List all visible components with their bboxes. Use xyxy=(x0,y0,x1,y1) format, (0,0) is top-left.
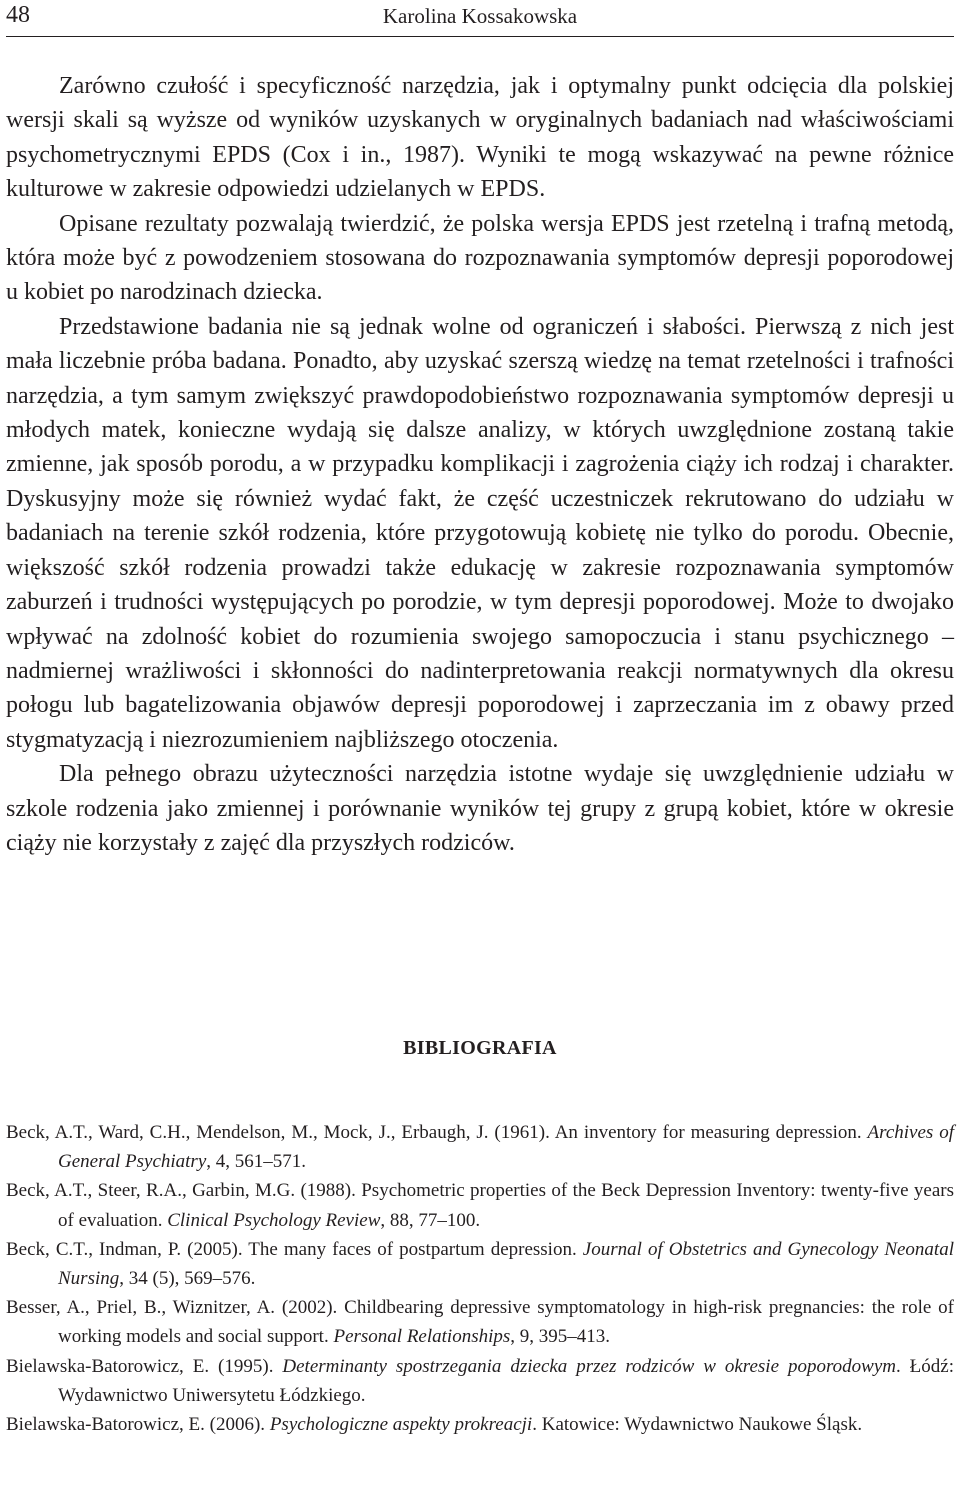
paragraph-4: Dla pełnego obrazu użyteczności narzędzia istotne wydaje się uwzględnienie udziału w szkole rodzenia jako zmiennej i porównanie wyników tej grupy z grupą kobiet, które w okresie ciąży nie korzystały z zajęć dla przyszłych rodziców. xyxy=(6,761,954,856)
reference-item: Beck, A.T., Steer, R.A., Garbin, M.G. (1988). Psychometric properties of the Beck Depression Inventory: twenty-five years of evaluation. Clinical Psychology Review, 88, 77–100. xyxy=(6,1180,954,1231)
reference-list xyxy=(6,1118,954,1439)
paragraph-2: Opisane rezultaty pozwalają twierdzić, że polska wersja EPDS jest rzetelną i trafną metodą, która może być z powodzeniem stosowana do rozpoznawania symptomów depresji poporodowej u kobiet po narodzinach dziecka. xyxy=(6,210,954,306)
reference-item: Besser, A., Priel, B., Wiznitzer, A. (2002). Childbearing depressive symptomatology in high-risk pregnancies: the role of working models and social support. Personal Relationships, 9, 395–413. xyxy=(6,1297,954,1348)
body-text xyxy=(6,69,954,860)
page-header xyxy=(6,0,954,37)
reference-item: Beck, A.T., Ward, C.H., Mendelson, M., Mock, J., Erbaugh, J. (1961). An inventory for measuring depression. Archives of General Psychiatry, 4, 561–571. xyxy=(6,1122,954,1173)
bibliography-heading: BIBLIOGRAFIA xyxy=(403,1037,557,1059)
paragraph-1: Zarówno czułość i specyficzność narzędzia, jak i optymalny punkt odcięcia dla polskiej wersji skali są wyższe od wyników uzyskanych w oryginalnych badaniach nad właściwościami psychometrycznymi EPDS (Cox i in., 1987). Wyniki te mogą wskazywać na pewne różnice kulturowe w zakresie odpowiedzi udzielanych w EPDS. xyxy=(6,73,954,203)
reference-item: Bielawska-Batorowicz, E. (1995). Determinanty spostrzegania dziecka przez rodziców w okresie poporodowym. Łódź: Wydawnictwo Uniwersytetu Łódzkiego. xyxy=(6,1355,954,1406)
running-head: Karolina Kossakowska xyxy=(382,4,578,28)
reference-item: Bielawska-Batorowicz, E. (2006). Psychologiczne aspekty prokreacji. Katowice: Wydawnictwo Naukowe Śląsk. xyxy=(6,1414,863,1436)
page-number: 48 xyxy=(6,2,30,28)
reference-item: Beck, C.T., Indman, P. (2005). The many faces of postpartum depression. Journal of Obstetrics and Gynecology Neonatal Nursing, 34 (5), 569–576. xyxy=(6,1238,954,1290)
paragraph-3: Przedstawione badania nie są jednak wolne od ograniczeń i słabości. Pierwszą z nich jest mała liczebnie próba badana. Ponadto, aby uzyskać szerszą wiedzę na temat rzetelności i trafności narzędzia, a tym samym zwiększyć prawdopodobieństwo rozpoznawania symptomów depresji u młodych matek, konieczne wydają się dalsze analizy, w których uwzględnione zostaną takie zmienne, jak sposób porodu, a w przypadku komplikacji i zagrożenia ciąży ich rodzaj i charakter. Dyskusyjny może się również wydać fakt, że część uczestniczek rekrutowano do udziału w badaniach na terenie szkół rodzenia, które przygotowują kobietę nie tylko do porodu. Obecnie, większość szkół rodzenia prowadzi także edukację w zakresie rozpoznawania symptomów zaburzeń i trudności występujących po porodzie, w tym depresji poporodowej. Może to dwojako wpływać na zdolność kobiet do rozumienia swojego samopoczucia i stanu psychicznego – nadmiernej wrażliwości i skłonności do nadinterpretowania reakcji normatywnych dla okresu połogu lub bagatelizowania objawów depresji poporodowej i zaprzeczania im z obawy przed stygmatyzacją i niezrozumieniem najbliższego otoczenia. xyxy=(6,313,954,753)
